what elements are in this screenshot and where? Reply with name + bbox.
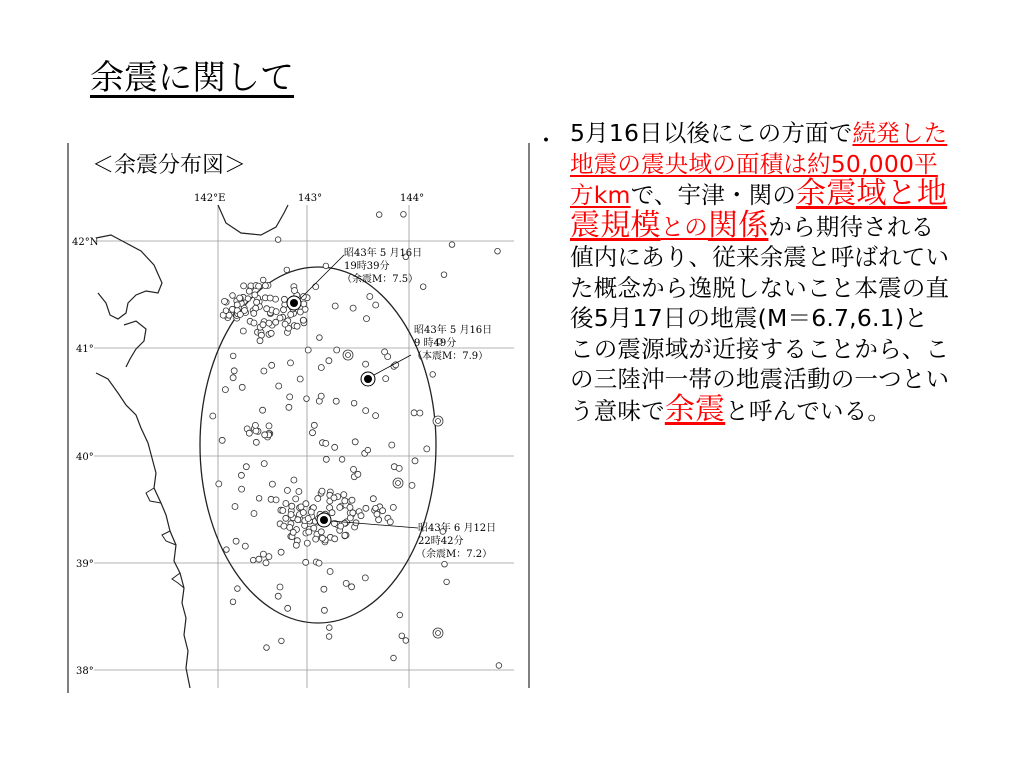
annotation-2-line-1: 昭43年 5 月16日 [414, 325, 493, 336]
epicenter-dot [311, 525, 317, 531]
epicenter-dot [318, 393, 324, 399]
epicenter-dot [252, 422, 258, 428]
highlight-epicenter-area: 続発した地震の震央域の面積は約50,000平方km [570, 119, 948, 209]
epicenter-dot [260, 277, 266, 283]
lon-label-142: 142°E [194, 193, 226, 204]
epicenter-dot [235, 586, 241, 592]
epicenter-dot [373, 413, 379, 419]
epicenter-dot [412, 458, 418, 464]
annotation-mainshock [412, 323, 492, 362]
epicenter-dot [331, 495, 337, 501]
epicenter-dot [241, 283, 247, 289]
epicenter-dot [382, 349, 388, 355]
epicenter-dot [300, 317, 306, 323]
epicenter-dot [362, 575, 368, 581]
epicenter-dot [222, 387, 228, 393]
epicenter-dot [251, 511, 257, 517]
highlight-magnitude: と地震規模 [570, 176, 948, 243]
epicenter-dot [364, 316, 370, 322]
epicenter-dot [297, 309, 303, 315]
epicenter-dot [367, 294, 373, 300]
epicenter-dot [297, 376, 303, 382]
epicenter-dot [262, 432, 268, 438]
epicenter-dot [321, 607, 327, 613]
epicenter-dot [424, 446, 430, 452]
epicenter-dot [397, 612, 403, 618]
epicenter-dot [403, 638, 409, 644]
lon-label-143: 143° [298, 193, 323, 204]
event-marker-aftershock-2 [317, 513, 331, 527]
body-paragraph [570, 118, 950, 426]
epicenter-dot [268, 330, 274, 336]
lat-label-38: 38° [76, 666, 94, 677]
epicenter-dot [298, 504, 304, 510]
annotation-1-line-1: 昭43年 5 月16日 [344, 248, 423, 259]
epicenter-dot [282, 321, 288, 327]
epicenter-dot [396, 465, 402, 471]
epicenter-dot [283, 515, 289, 521]
epicenter-dot [380, 508, 386, 514]
epicenter-dot [365, 447, 371, 453]
epicenter-dot [264, 306, 270, 312]
epicenter-dot [409, 482, 415, 488]
epicenter-dot [316, 560, 322, 566]
epicenter-dot [260, 407, 266, 413]
epicenter-dot [373, 505, 379, 511]
bullet-marker: ・ [535, 129, 558, 154]
epicenter-dot [223, 308, 229, 314]
epicenter-dot [246, 288, 252, 294]
epicenter-dot [230, 353, 236, 359]
epicenter-dot [399, 633, 405, 639]
highlight-aftershock: 余震 [664, 391, 726, 427]
epicenter-dot [436, 631, 441, 636]
epicenter-dot [256, 556, 262, 562]
annotation-2-line-3: （本震M：7.9） [412, 351, 489, 362]
epicenter-dot [391, 655, 397, 661]
epicenter-dot [289, 503, 295, 509]
text-part-1: 5月16日以後にこの方面で [570, 119, 853, 147]
epicenter-dot [347, 515, 353, 521]
epicenter-dot [495, 248, 501, 254]
epicenter-dot [350, 305, 356, 311]
epicenter-dot [242, 543, 248, 549]
epicenter-dot [306, 529, 312, 535]
epicenter-dot [254, 299, 260, 305]
epicenter-dot [238, 472, 244, 478]
epicenter-dot [243, 464, 249, 470]
epicenter-dot [257, 338, 263, 344]
epicenter-dot [342, 498, 348, 504]
epicenter-dot [373, 302, 379, 308]
epicenter-dot [256, 283, 262, 289]
epicenter-dot [262, 283, 268, 289]
epicenter-dot [326, 634, 332, 640]
map-caption: ＜余震分布図＞ [92, 153, 247, 178]
epicenter-dot [251, 320, 257, 326]
epicenter-dot [308, 509, 314, 515]
epicenter-dot [281, 307, 287, 313]
epicenter-dot [296, 489, 302, 495]
lat-label-40: 40° [76, 452, 94, 463]
epicenter-dot [210, 413, 216, 419]
annotation-2-line-2: 9 時49分 [414, 338, 457, 349]
epicenter-dot [300, 294, 306, 300]
epicenter-dot [230, 293, 236, 299]
map-svg [66, 143, 534, 693]
lon-label-144: 144° [400, 193, 425, 204]
annotation-1-line-2: 19時39分 [344, 261, 390, 272]
epicenter-dot [323, 456, 329, 462]
epicenter-dot [311, 422, 317, 428]
epicenter-dot [273, 309, 279, 315]
epicenter-dot [246, 430, 252, 436]
epicenter-dot [436, 419, 441, 424]
aftershock-distribution-map [66, 143, 534, 693]
epicenter-dot [332, 444, 338, 450]
coastline-shimokita [124, 321, 146, 367]
epicenter-dot [269, 481, 275, 487]
epicenter-dot [240, 328, 246, 334]
epicenter-dot [323, 440, 329, 446]
epicenter-dot [338, 523, 344, 529]
epicenter-dot [266, 320, 272, 326]
epicenter-dot [294, 323, 300, 329]
epicenter-dot [305, 516, 311, 522]
epicenter-dot [288, 512, 294, 518]
epicenter-dot [342, 532, 348, 538]
epicenter-dot [442, 561, 448, 567]
epicenter-dot [332, 536, 338, 542]
epicenter-dot [276, 383, 282, 389]
epicenter-dot [496, 663, 502, 669]
epicenter-dot [303, 559, 309, 565]
epicenter-dot [295, 517, 301, 523]
epicenter-dot [358, 513, 364, 519]
epicenter-dot [349, 584, 355, 590]
epicenter-dot [346, 353, 351, 358]
annotation-3-line-2: 22時42分 [418, 536, 464, 547]
epicenter-dot [258, 332, 264, 338]
epicenter-dot [230, 599, 236, 605]
epicenter-dot [343, 580, 349, 586]
epicenter-dot [313, 284, 319, 290]
epicenter-dot [284, 267, 290, 273]
event-marker-mainshock [361, 372, 375, 386]
epicenter-dot [319, 535, 325, 541]
epicenter-dot [334, 347, 340, 353]
epicenter-dot [250, 557, 256, 563]
epicenter-dot [260, 322, 266, 328]
epicenter-dot [317, 335, 323, 341]
annotation-3-line-3: （余震M：7.2） [416, 549, 493, 560]
epicenter-dot [293, 496, 299, 502]
epicenter-dot [319, 488, 325, 494]
epicenter-dot [264, 645, 270, 651]
epicenter-dot [275, 593, 281, 599]
epicenter-dot [267, 295, 273, 301]
epicenter-dot [292, 288, 298, 294]
epicenter-dot [321, 586, 327, 592]
epicenter-dot [326, 358, 332, 364]
epicenter-dot [341, 492, 347, 498]
epicenter-dot [239, 486, 245, 492]
epicenter-dot [233, 538, 239, 544]
epicenter-dot [290, 529, 296, 535]
annotation-aftershock-2 [416, 521, 496, 560]
epicenter-dot [286, 404, 292, 410]
lat-label-39: 39° [76, 559, 94, 570]
epicenter-dot [252, 292, 258, 298]
lat-label-41: 41° [76, 344, 94, 355]
epicenter-dot [273, 319, 279, 325]
epicenter-dot [383, 376, 389, 382]
epicenter-dot [266, 554, 272, 560]
epicenter-dot [261, 368, 267, 374]
epicenter-dot [329, 510, 335, 516]
epicenter-dot [370, 496, 376, 502]
epicenter-dot [245, 296, 251, 302]
epicenter-dot [333, 398, 339, 404]
epicenter-dot [327, 569, 333, 575]
epicenter-dot [351, 466, 357, 472]
epicenter-dot [305, 347, 311, 353]
epicenter-dot [288, 360, 294, 366]
epicenter-dot [363, 505, 369, 511]
epicenter-dot [349, 497, 355, 503]
epicenter-dot [279, 638, 285, 644]
epicenter-dot [287, 394, 293, 400]
epicenter-dot [363, 361, 369, 367]
slide-title: 余震に関して [90, 58, 294, 98]
epicenter-dot [387, 519, 393, 525]
epicenter-dot [278, 549, 284, 555]
epicenter-dot [396, 481, 401, 486]
epicenter-dot [351, 400, 357, 406]
epicenter-dot [283, 501, 289, 507]
epicenter-dot [401, 212, 407, 218]
epicenter-dot [237, 311, 243, 317]
event-marker-aftershock-1 [287, 296, 301, 310]
coastline-honshu [96, 373, 190, 688]
epicenter-dot [327, 625, 333, 631]
epicenter-dot [376, 212, 382, 218]
text-part-3: から期待される値内にあり、従来余震と呼ばれていた概念から逸脱しないこと本震の直後5月17日の地震(M＝6.7,6.1)とこの震源域が近接することから、この三陸沖一帯の地震活動の一つという意味で [570, 212, 950, 425]
epicenter-dot [261, 461, 267, 467]
epicenter-dot [281, 523, 287, 529]
epicenter-dot [300, 510, 306, 516]
highlight-relation: 関係 [708, 207, 769, 243]
epicenter-dot [352, 439, 358, 445]
epicenter-dot [449, 242, 455, 248]
epicenter-dot [304, 396, 310, 402]
epicenter-dot [417, 410, 423, 416]
epicenter-dot [355, 471, 361, 477]
epicenter-dot [230, 375, 236, 381]
annotation-3-line-1: 昭43年 6 月12日 [418, 523, 497, 534]
epicenter-dot [363, 408, 369, 414]
epicenter-dot [288, 312, 294, 318]
text-part-4: と呼んでいる。 [725, 396, 892, 425]
epicenter-dot [323, 263, 329, 269]
epicenter-dot [216, 481, 222, 487]
epicenter-dot [269, 362, 275, 368]
epicenter-dot [277, 584, 283, 590]
epicenter-dot [222, 298, 228, 304]
epicenter-dot [315, 496, 321, 502]
epicenter-dot [444, 579, 450, 585]
epicenter-dot [301, 301, 307, 307]
epicenter-dot [318, 529, 324, 535]
epicenter-dot [256, 496, 262, 502]
epicenter-dot [285, 605, 291, 611]
epicenter-dot [390, 504, 396, 510]
epicenter-dot [266, 423, 272, 429]
epicenter-dot [224, 547, 230, 553]
epicenter-dot [313, 536, 319, 542]
epicenter-dot [293, 542, 299, 548]
leader-line-2 [374, 355, 411, 375]
epicenter-dot [239, 384, 245, 390]
epicenter-dot [273, 497, 279, 503]
annotation-1-line-3: （余震M：7.5） [342, 274, 419, 285]
epicenter-dot [376, 517, 382, 523]
epicenter-dot [318, 365, 324, 371]
epicenter-dot [219, 437, 225, 443]
epicenter-dot [232, 504, 238, 510]
annotation-aftershock-1 [342, 246, 422, 285]
epicenter-dot [430, 372, 436, 378]
epicenter-dot [281, 296, 287, 302]
epicenter-dot [389, 442, 395, 448]
epicenter-dot [280, 508, 286, 514]
epicenter-dot [231, 368, 237, 374]
text-part-2: で、宇津・関の [630, 181, 797, 209]
epicenter-dot [310, 430, 316, 436]
epicenter-dot [304, 540, 310, 546]
epicenter-dot [332, 303, 338, 309]
epicenter-dot [251, 310, 257, 316]
epicenter-dot [263, 560, 269, 566]
epicenter-dot [291, 477, 297, 483]
epicenter-dot [339, 457, 345, 463]
coastline-hokkaido [96, 235, 162, 319]
epicenter-dot [275, 237, 281, 243]
epicenter-dot [411, 410, 417, 416]
epicenter-dot [441, 272, 447, 278]
coastline-detail [146, 488, 184, 588]
grid-lines [94, 205, 514, 688]
epicenter-dot [374, 511, 380, 517]
epicenter-dot [284, 487, 290, 493]
epicenter-dot [234, 302, 240, 308]
lat-label-42: 42°N [72, 237, 99, 248]
epicenter-dot [237, 295, 243, 301]
epicenter-dot [253, 428, 259, 434]
highlight-aftershock-zone: 余震域 [796, 176, 887, 211]
epicenter-dot [260, 551, 266, 557]
epicenter-dot [253, 439, 259, 445]
highlight-to: との [660, 212, 709, 241]
coastline-hokkaido-east [218, 205, 288, 235]
epicenter-dot [337, 504, 343, 510]
epicenter-dot [420, 284, 426, 290]
